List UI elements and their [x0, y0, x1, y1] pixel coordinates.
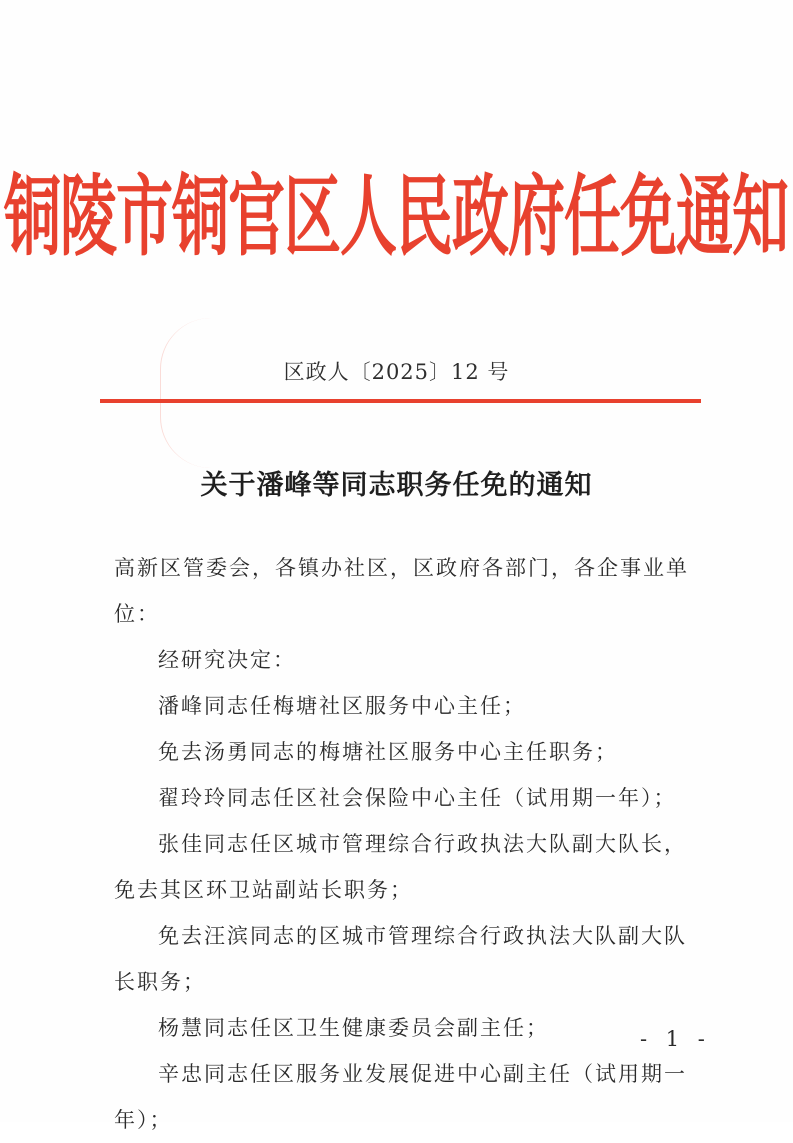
page-number: - 1 - [640, 1027, 711, 1051]
paragraph: 杨慧同志任区卫生健康委员会副主任； [158, 1016, 549, 1040]
paragraph: 潘峰同志任梅塘社区服务中心主任； [158, 694, 526, 718]
paragraph: 张佳同志任区城市管理综合行政执法大队副大队长，免去其区环卫站副站长职务； [114, 832, 687, 902]
paragraph: 经研究决定： [158, 648, 296, 672]
salutation: 高新区管委会，各镇办社区，区政府各部门，各企事业单位： [114, 556, 689, 626]
paragraph: 免去汤勇同志的梅塘社区服务中心主任职务； [158, 740, 618, 764]
document-number: 区政人〔2025〕12 号 [283, 360, 510, 384]
document-body [114, 545, 694, 1143]
paragraph: 免去汪滨同志的区城市管理综合行政执法大队副大队长职务； [114, 924, 687, 994]
document-title: 关于潘峰等同志职务任免的通知 [200, 470, 593, 501]
faint-seal-trace [160, 318, 211, 468]
paragraph: 辛忠同志任区服务业发展促进中心副主任（试用期一年）； [114, 1062, 687, 1132]
paragraph: 翟玲玲同志任区社会保险中心主任（试用期一年）； [158, 786, 677, 810]
red-divider-line [100, 399, 701, 403]
red-header-issuer: 铜陵市铜官区人民政府任免通知 [4, 166, 788, 269]
